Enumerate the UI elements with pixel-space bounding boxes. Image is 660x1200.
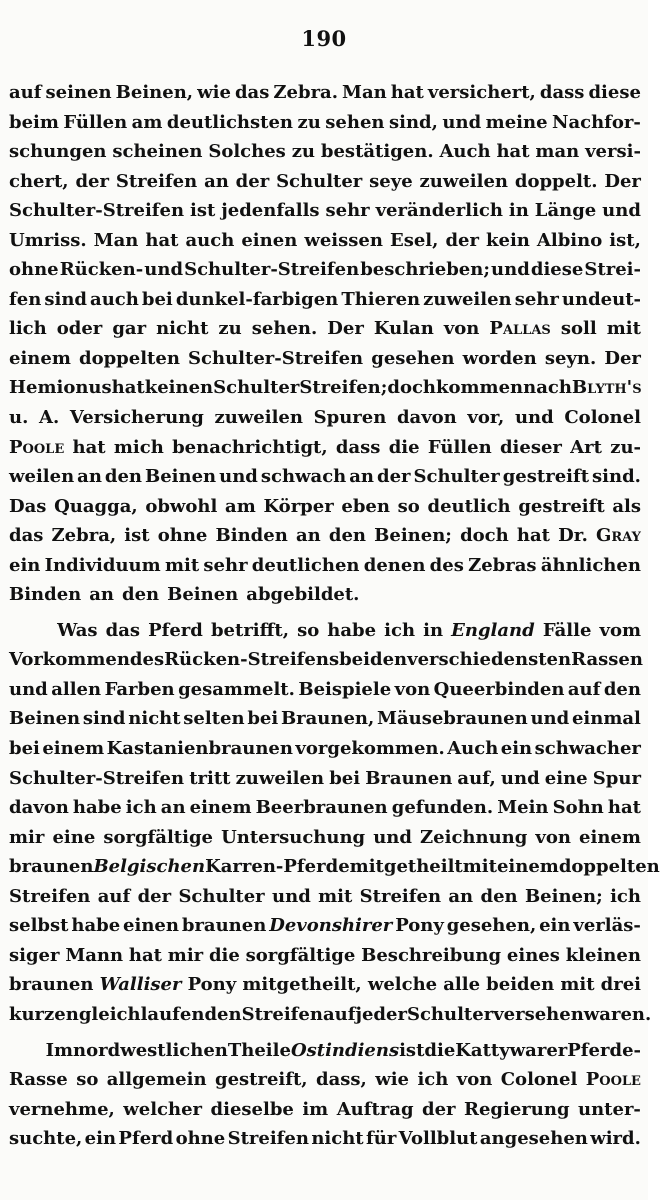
text-line: das Zebra, ist ohne Binden an den Beinen; doch hat Dr. Gray	[9, 525, 641, 547]
text-line: Umriss. Man hat auch einen weissen Esel, der kein Albino ist,	[9, 229, 641, 251]
text-line: Schulter-Streifen ist jedenfalls sehr veränderlich in Länge und	[9, 200, 641, 222]
text-line: u. A. Versicherung zuweilen Spuren davon vor, und Colonel	[9, 407, 641, 429]
text-line: kurzen gleichlaufenden Streifen auf jeder Schulter versehen waren.	[9, 1003, 652, 1025]
text-line: davon habe ich an einem Beerbraunen gefunden. Mein Sohn hat	[9, 797, 641, 819]
paragraph	[9, 616, 660, 1030]
text-line: Binden an den Beinen abgebildet.	[9, 584, 360, 606]
text-line: Poole hat mich benachrichtigt, dass die Füllen dieser Art zu-	[9, 436, 641, 458]
paragraph	[9, 78, 641, 610]
text-line: schungen scheinen Solches zu bestätigen. Auch hat man versi-	[9, 141, 641, 163]
text-line: mir eine sorgfältige Untersuchung und Zeichnung von einem	[9, 826, 641, 848]
text-line: Vorkommen des Rücken-Streifens bei den verschiedensten Rassen	[9, 649, 643, 671]
text-line: und allen Farben gesammelt. Beispiele von Queerbinden auf den	[9, 678, 641, 700]
text-line: auf seinen Beinen, wie das Zebra. Man hat versichert, dass diese	[9, 82, 641, 103]
text-line: ohne Rücken- und Schulter-Streifen beschrieben; und diese Strei-	[9, 259, 641, 281]
text-line: braunen Walliser Pony mitgetheilt, welche alle beiden mit drei	[9, 974, 641, 996]
text-line: Das Quagga, obwohl am Körper eben so deutlich gestreift als	[9, 495, 641, 517]
text-line: suchte, ein Pferd ohne Streifen nicht für Vollblut angesehen wird.	[9, 1128, 641, 1150]
text-line: Beinen sind nicht selten bei Braunen, Mäusebraunen und einmal	[9, 708, 641, 730]
text-line: fen sind auch bei dunkel-farbigen Thieren zuweilen sehr undeut-	[9, 288, 641, 310]
text-line: einem doppelten Schulter-Streifen gesehen worden seyn. Der	[9, 347, 641, 369]
text-line: beim Füllen am deutlichsten zu sehen sind, und meine Nachfor-	[9, 111, 641, 133]
text-line: selbst habe einen braunen Devonshirer Pony gesehen, ein verläs-	[9, 915, 641, 937]
text-line: Schulter-Streifen tritt zuweilen bei Braunen auf, und eine Spur	[9, 767, 641, 789]
text-line: braunen Belgischen Karren-Pferde mitgetheilt mit einem doppelten	[9, 856, 660, 878]
text-line: Im nordwestlichen Theile Ostindiens ist die Kattywarer Pferde-	[45, 1039, 641, 1061]
page-number: 190	[301, 26, 347, 51]
text-line: lich oder gar nicht zu sehen. Der Kulan von Pallas soll mit	[9, 318, 641, 340]
text-line: weilen an den Beinen und schwach an der Schulter gestreift sind.	[9, 466, 641, 488]
text-line: Was das Pferd betrifft, so habe ich in England Fälle vom	[57, 619, 641, 641]
text-line: vernehme, welcher dieselbe im Auftrag der Regierung unter-	[9, 1098, 641, 1120]
body-text	[9, 78, 660, 1154]
text-line: Streifen auf der Schulter und mit Streifen an den Beinen; ich	[9, 885, 641, 907]
text-line: Hemionus hat keinen Schulter Streifen; doch kommen nach Blyth's	[9, 377, 642, 399]
paragraph	[9, 1036, 641, 1154]
text-line: ein Individuum mit sehr deutlichen denen des Zebras ähnlichen	[9, 554, 641, 576]
text-line: siger Mann hat mir die sorgfältige Beschreibung eines kleinen	[9, 944, 641, 966]
text-line: Rasse so allgemein gestreift, dass, wie ich von Colonel Poole	[9, 1069, 641, 1091]
text-line: chert, der Streifen an der Schulter seye zuweilen doppelt. Der	[9, 170, 641, 192]
text-line: bei einem Kastanienbraunen vorgekommen. Auch ein schwacher	[9, 738, 641, 760]
